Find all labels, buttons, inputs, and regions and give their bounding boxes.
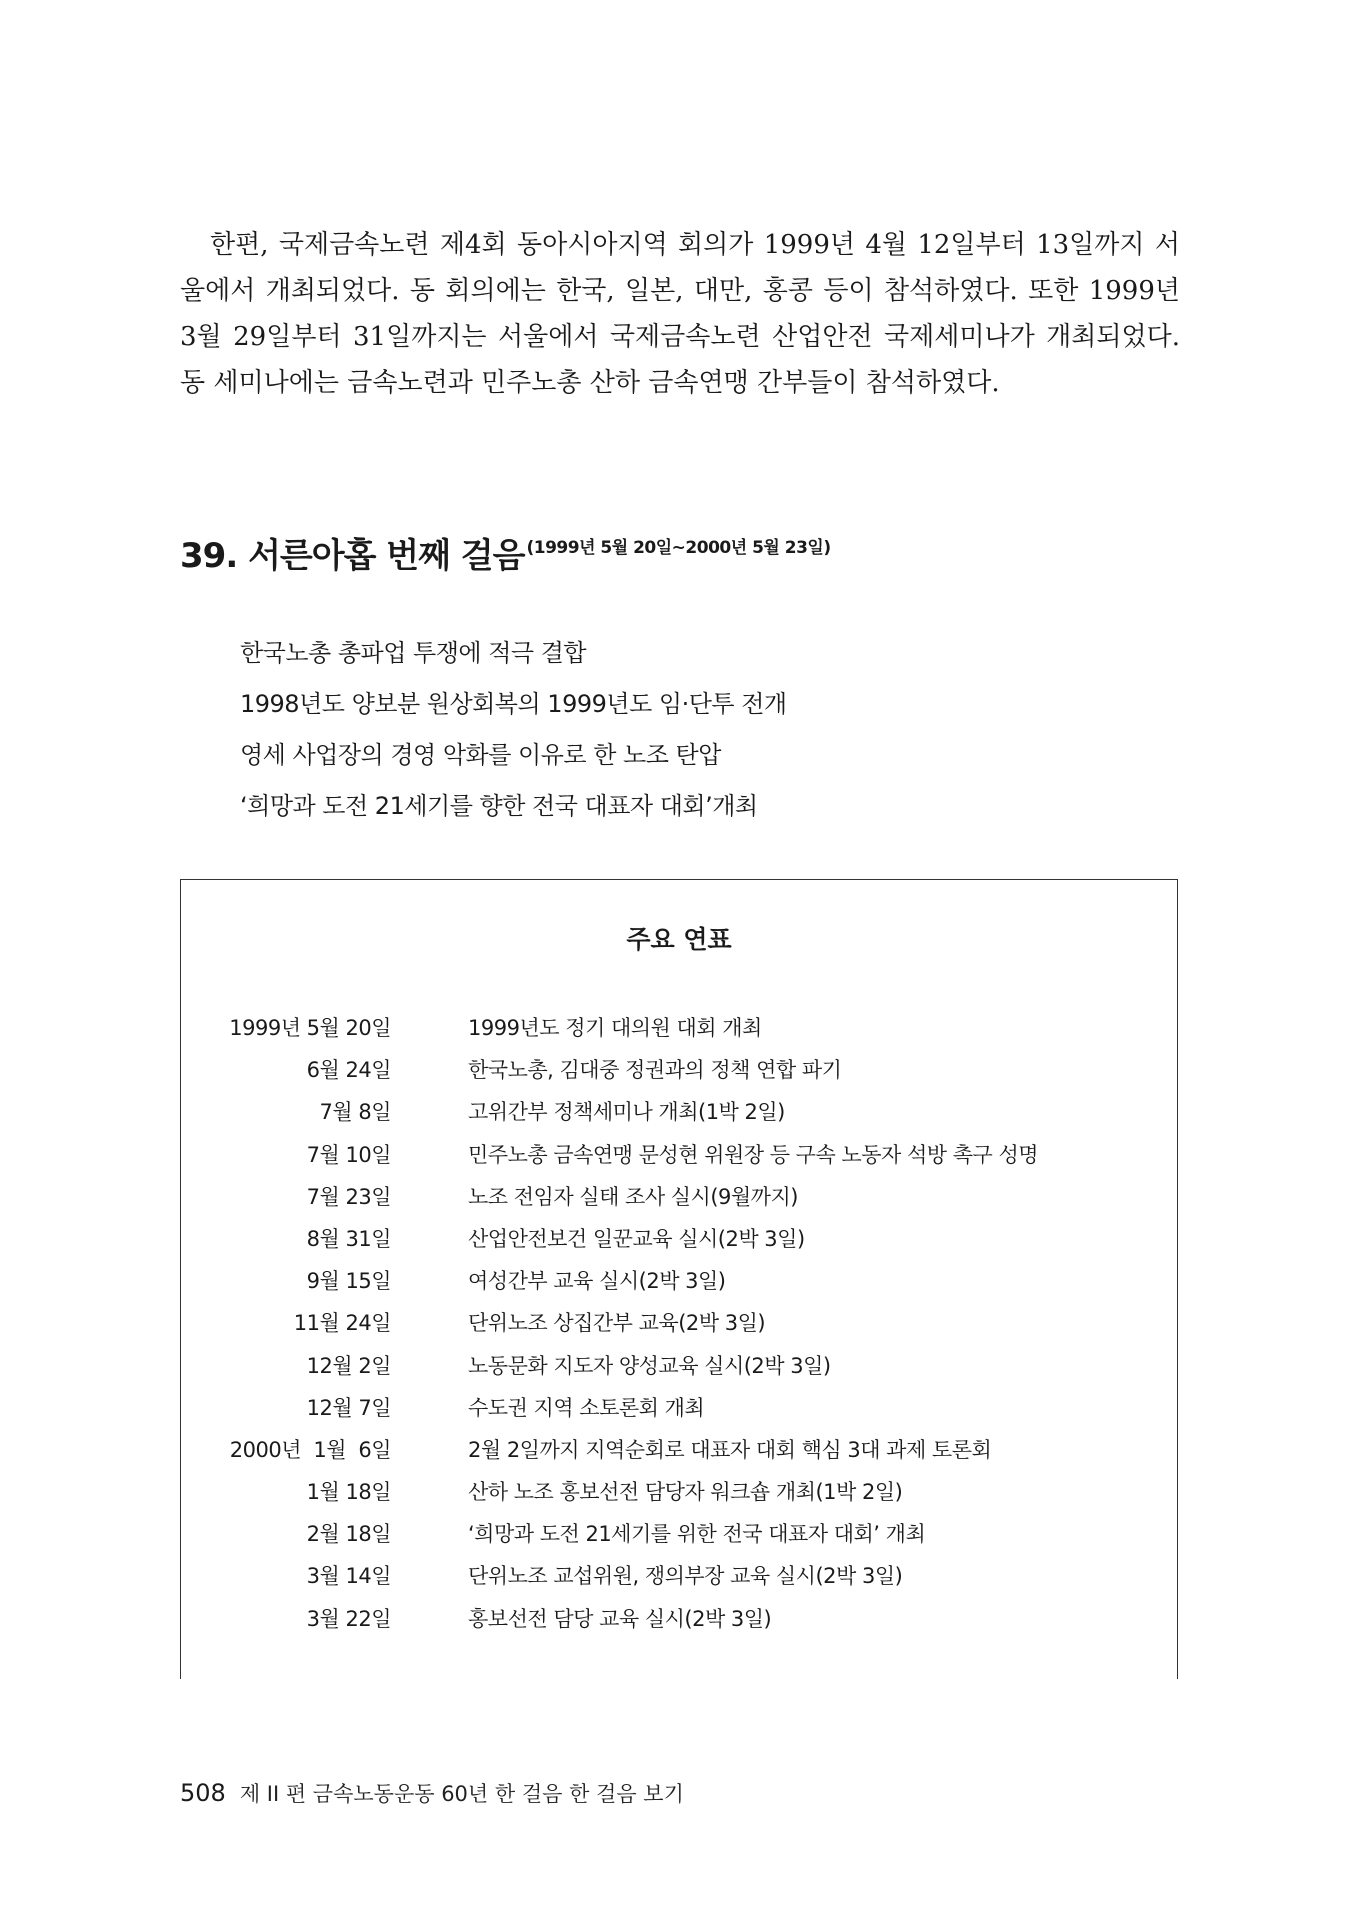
timeline-row [181, 1260, 1171, 1302]
event-date: 12월 2일 [306, 1353, 391, 1378]
event-desc: 노동문화 지도자 양성교육 실시(2박 3일) [468, 1353, 831, 1378]
event-desc: 산하 노조 홍보선전 담당자 워크숍 개최(1박 2일) [468, 1480, 903, 1505]
timeline-row [181, 1387, 1171, 1429]
timeline-row [181, 1176, 1171, 1218]
event-date: 8월 31일 [306, 1226, 391, 1251]
page-footer [180, 1778, 684, 1808]
event-desc: 수도권 지역 소토론회 개최 [468, 1395, 705, 1420]
summary-item: ‘희망과 도전 21세기를 향한 전국 대표자 대회’개최 [240, 792, 758, 820]
timeline-row [181, 1555, 1171, 1597]
page-number: 508 [180, 1779, 226, 1807]
section-title [180, 528, 831, 577]
intro-text: 한편, 국제금속노련 제4회 동아시아지역 회의가 1999년 4월 12일부터 13일까지 서울에서 개최되었다. 동 회의에는 한국, 일본, 대만, 홍콩 등이 참석하였다. 또한 1999년 3월 29일부터 31일까지는 서울에서 국제금속노련 산업안전 국제세미나가 개최되었다. 동 세미나에는 금속노련과 민주노총 산하 금속연맹 간부들이 참석하였다. [180, 230, 1180, 398]
event-desc: 한국노총, 김대중 정권과의 정책 연합 파기 [468, 1058, 842, 1083]
timeline-row [181, 1345, 1171, 1387]
summary-item: 1998년도 양보분 원상회복의 1999년도 임·단투 전개 [240, 690, 787, 718]
event-date: 11월 24일 [293, 1311, 391, 1336]
timeline-title: 주요 연표 [626, 925, 732, 954]
event-desc: 여성간부 교육 실시(2박 3일) [468, 1269, 726, 1294]
event-date: 3월 22일 [306, 1606, 391, 1631]
event-desc: 단위노조 교섭위원, 쟁의부장 교육 실시(2박 3일) [468, 1564, 903, 1589]
timeline-list [181, 1007, 1171, 1640]
timeline-row [181, 1007, 1171, 1049]
event-desc: 산업안전보건 일꾼교육 실시(2박 3일) [468, 1226, 805, 1251]
event-desc: ‘희망과 도전 21세기를 위한 전국 대표자 대회’ 개최 [468, 1522, 926, 1547]
summary-list [240, 628, 787, 832]
timeline-row [181, 1471, 1171, 1513]
event-date: 7월 23일 [306, 1184, 391, 1209]
event-date: 7월 10일 [306, 1142, 391, 1167]
event-date: 2월 18일 [306, 1522, 391, 1547]
event-date: 6월 24일 [306, 1058, 391, 1083]
event-desc: 고위간부 정책세미나 개최(1박 2일) [468, 1100, 785, 1125]
event-date: 1월 18일 [306, 1480, 391, 1505]
summary-item: 영세 사업장의 경영 악화를 이유로 한 노조 탄압 [240, 741, 721, 769]
event-desc: 1999년도 정기 대의원 대회 개최 [468, 1016, 762, 1040]
event-date: 2000년 1월 6일 [229, 1437, 391, 1462]
section-title-text: 39. 서른아홉 번째 걸음 [180, 536, 525, 576]
event-date: 1999년 5월 20일 [229, 1016, 391, 1040]
intro-paragraph [180, 222, 1180, 406]
event-date: 3월 14일 [306, 1564, 391, 1589]
event-desc: 단위노조 상집간부 교육(2박 3일) [468, 1311, 766, 1336]
event-date: 7월 8일 [319, 1100, 391, 1125]
timeline-row [181, 1049, 1171, 1091]
timeline-row [181, 1091, 1171, 1133]
timeline-row [181, 1218, 1171, 1260]
timeline-box [180, 879, 1178, 1679]
timeline-row [181, 1302, 1171, 1344]
event-desc: 홍보선전 담당 교육 실시(2박 3일) [468, 1606, 772, 1631]
event-desc: 민주노총 금속연맹 문성현 위원장 등 구속 노동자 석방 촉구 성명 [468, 1142, 1039, 1167]
timeline-row [181, 1513, 1171, 1555]
timeline-row [181, 1598, 1171, 1640]
summary-item: 한국노총 총파업 투쟁에 적극 결합 [240, 639, 587, 667]
event-date: 12월 7일 [306, 1395, 391, 1420]
event-date: 9월 15일 [306, 1269, 391, 1294]
timeline-row [181, 1134, 1171, 1176]
section-date-range: (1999년 5월 20일~2000년 5월 23일) [526, 538, 831, 558]
event-desc: 노조 전임자 실태 조사 실시(9월까지) [468, 1184, 798, 1209]
running-title: 제 II 편 금속노동운동 60년 한 걸음 한 걸음 보기 [239, 1782, 684, 1806]
timeline-row [181, 1429, 1171, 1471]
event-desc: 2월 2일까지 지역순회로 대표자 대회 핵심 3대 과제 토론회 [468, 1437, 992, 1462]
